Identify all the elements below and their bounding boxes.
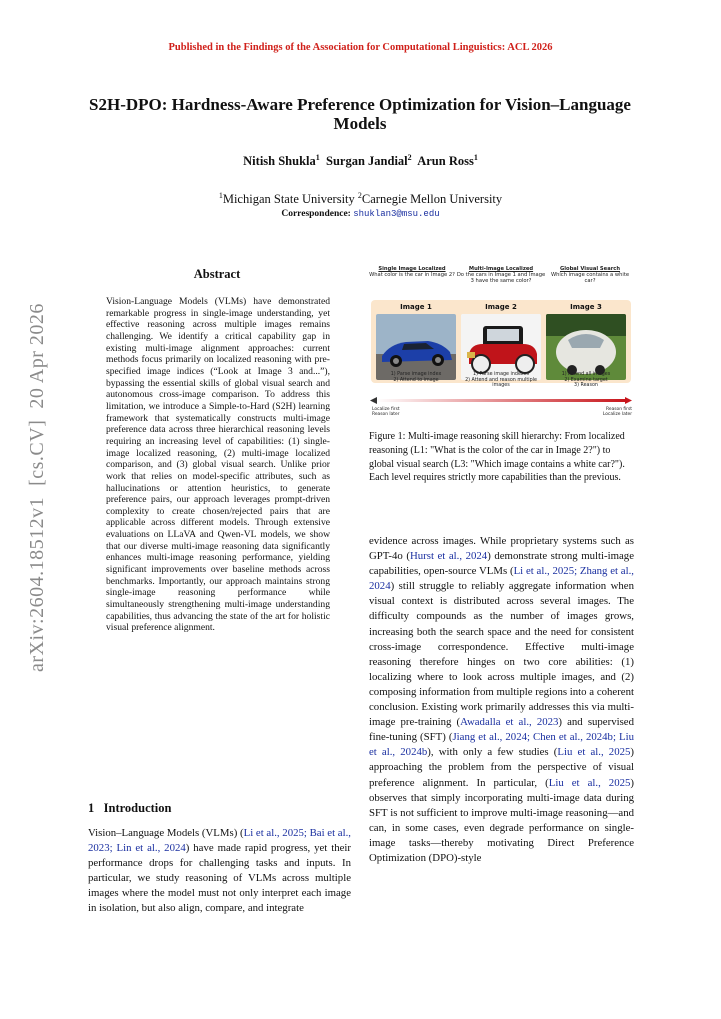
level-1-steps: 1) Parse image index 2) Attend to image [390,372,442,383]
affil-sup: 1 [218,191,223,200]
text-run: ) approaching the problem from the perspective of visual preference alignment. In particular, ( [369,746,635,789]
author-list [0,153,721,169]
section-heading [88,801,171,816]
abstract-heading: Abstract [193,267,241,281]
image-2-red-car [461,314,541,380]
citation-link[interactable]: Jiang et al., 2024; Chen et al., 2024b; Liu et al., 2024b [369,731,634,759]
intro-paragraph [88,826,351,917]
citation-link[interactable]: Awadalla et al., 2023 [460,716,559,729]
text-run: ) observes that simply incorporating multi-image data during SFT is not sufficient to improve multi-image reasoning—and can, in some cases, even degrade performance on single-image tasks—thereby motivating Direct Preference Optimization (DPO)-style [369,776,635,864]
arxiv-stamp: arXiv:2604.18512v1 [cs.CV] 20 Apr 2026 [26,303,48,672]
level-title: Global Visual Search [559,266,621,272]
image-3-white-car [546,314,626,380]
image-panel [371,300,631,383]
correspondence-label: Correspondence: [281,209,351,219]
text-run: Vision–Language Models (VLMs) ( [88,827,244,839]
image-label: Image 1 [400,303,432,311]
level-question: Which image contains a white car? [550,272,630,285]
text-run: ) demonstrate strong multi-image capabilities, open-source VLMs ( [369,550,634,578]
citation-link[interactable]: Liu et al., 2025 [557,746,631,759]
citation-link[interactable]: Liu et al., 2025 [548,776,631,789]
section-title: Introduction [103,801,172,815]
publication-banner: Published in the Findings of the Association for Computational Linguistics: ACL 2026 [168,42,553,53]
level-2-steps: 1) Parse image indexes 2) Attend and reason multiple images [465,372,537,389]
level-3-steps: 1) Attend all images 2) Examine target 3) Reason [561,372,611,389]
affil-sup: 2 [357,191,362,200]
author-name: Surgan Jandial [326,154,408,169]
affiliation-name: Carnegie Mellon University [361,192,503,207]
level-2-label [456,266,546,285]
section-number: 1 [88,801,95,815]
right-column-text [369,534,634,866]
author-name: Arun Ross [417,154,474,169]
author-sup: 1 [315,153,320,162]
affiliations [0,191,721,207]
level-title: Single Image Localized [378,266,446,272]
image-1-blue-car [376,314,456,380]
image-label: Image 2 [485,303,517,311]
correspondence-email[interactable]: shuklan3@msu.edu [353,209,440,219]
figure-1 [368,266,634,426]
arrow-left-label: Localize first Reason later [372,407,400,417]
level-question: What color is the car in Image 2? [369,272,455,279]
level-1-label [368,266,456,278]
text-run: ) still struggle to reliably aggregate information when visual context is distributed across several images. The difficulty compounds as the number of images grows, increasing both the search space and the need for consistent cross-image correspondence. Effective multi-image reasoning therefore hinges on two core abilities: (1) localizing where to look across multiple images, and (2) composing information from multiple regions into a coherent conclusion. Existing work primarily addresses this via multi-image pre-training ( [369,580,634,729]
difficulty-arrow [370,396,632,406]
author-sup: 2 [407,153,412,162]
abstract-text: Vision-Language Models (VLMs) have demonstrated remarkable progress in single-image understanding, yet effective reasoning across multiple images remains challenging. We identify a critical capability gap in existing multi-image alignment approaches: current methods focus primarily on localized reasoning with pre-specified image indices (“Look at Image 3 and...”), bypassing the essential skills of global visual search and autonomous cross-image comparison. To address this limitation, we introduce a Simple-to-Hard (S2H) learning framework that systematically constructs multi-image preference data across three hierarchical reasoning levels requiring an increasing level of capabilities: (1) single-image localized reasoning, (2) multi-image localized comparison, and (3) global visual search. Unlike prior work that relies on model-specific attributes, such as hallucinations or attention heuristics, to generate preference pairs, our approach leverages prompt-driven complexity to create chosen/rejected pairs that are applicable across different models. Through extensive evaluations on LLaVA and Qwen-VL models, we show that our diverse multi-image reasoning data significantly enhances multi-image reasoning performance, yielding significant improvements over baseline methods across benchmarks. Importantly, our approach maintains strong single-image reasoning performance while simultaneously strengthening multi-image understanding capabilities, thus advancing the state of the art for holistic visual preference alignment. [106,296,330,634]
citation-link[interactable]: Li et al., 2025; Zhang et al., 2024 [369,565,634,593]
level-question: Do the cars in Image 1 and Image 3 have the same color? [456,272,546,285]
figure-caption: Figure 1: Multi-image reasoning skill hierarchy: From localized reasoning (L1: "What is the color of the car in Image 2?") to global visual search (L3: "Which image contains a white car?"). Each level requires strictly more capabilities than the previous. [369,431,625,484]
paper-title: S2H-DPO: Hardness-Aware Preference Optimization for Vision–Language Models [89,95,631,133]
author-sup: 1 [473,153,478,162]
text-run: evidence across images. While proprietary systems such as GPT-4o ( [369,535,634,563]
arrow-right-label: Reason first Localize later [602,407,632,417]
correspondence [0,209,721,219]
image-label: Image 3 [570,303,602,311]
citation-link[interactable]: Li et al., 2025; Bai et al., 2023; Lin et al., 2024 [88,827,351,855]
text-run: ), with only a few studies ( [427,746,558,759]
level-3-label [546,266,634,285]
affiliation-name: Michigan State University [222,192,355,207]
level-title: Multi-Image Localized [468,266,534,272]
text-run: ) and supervised fine-tuning (SFT) ( [369,716,634,744]
citation-link[interactable]: Hurst et al., 2024 [409,550,488,563]
text-run: ) have made rapid progress, yet their performance drops for challenging tasks and inputs. In particular, we study reasoning of VLMs across multiple images where the model must not only interpret each image in isolation, but also align, compare, and integrate [88,842,351,915]
author-name: Nitish Shukla [243,154,316,169]
